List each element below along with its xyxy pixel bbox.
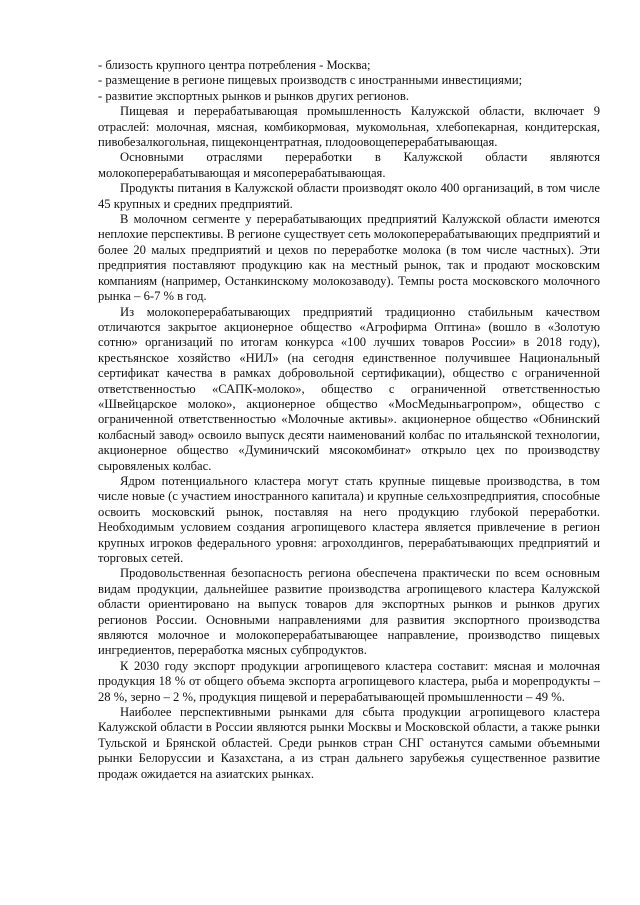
bullet-item: - развитие экспортных рынков и рынков других регионов. xyxy=(98,88,410,103)
paragraph-dairy-segment: В молочном сегменте у перерабатывающих предприятий Калужской области имеются неплохие перспективы. В регионе существует сеть молокоперерабатывающих предприятий и более 20 малых предприятий и цехов по переработке молока (в том числе частных). Эти предприятия поставляют продукцию как на местный рынок, так и продают московским компаниям (например, Останкинскому молокозаводу). Темпы роста московского молочного рынка – 6-7 % в год. xyxy=(98,212,600,304)
paragraph-cluster-core: Ядром потенциального кластера могут стать крупные пищевые производства, в том числе новые (с участием иностранного капитала) и крупные сельхозпредприятия, способные освоить московский рынок, поставляя на него продукцию глубокой переработки. Необходимым условием создания агропищевого кластера является привлечение в регион крупных игроков федерального уровня: агрохолдингов, перерабатывающих предприятий и торговых сетей. xyxy=(98,473,600,565)
paragraph-dairy-enterprises: Из молокоперерабатывающих предприятий традиционно стабильным качеством отличаются закрытое акционерное общество «Агрофирма Оптина» (вошло в «Золотую сотню» организаций по итогам конкурса «100 лучших товаров России» в 2018 году), крестьянское хозяйство «НИЛ» (на сегодня единственное получившее Национальный сертификат качества в рамках добровольной сертификации), общество с ограниченной ответственностью «САПК-молоко», общество с ограниченной ответственностью «Швейцарское молоко», акционерное общество «МосМедыньагропром», общество с ограниченной ответственностью «Молочные активы». акционерное общество «Обнинский колбасный завод» освоило выпуск десяти наименований колбас по итальянской технологии, акционерное общество «Думиничский мясокомбинат» открыло цех по производству сыровяленых колбас. xyxy=(98,304,600,473)
paragraph-main-branches: Основными отраслями переработки в Калужской области являются молокоперерабатывающая и мясоперерабатывающая. xyxy=(98,150,600,180)
paragraph-industry-branches: Пищевая и перерабатывающая промышленность Калужской области, включает 9 отраслей: молочная, мясная, комбикормовая, мукомольная, хлебопекарная, кондитерская, пивобезалкогольная, пищеконцентратная, плодоовощеперерабатывающая. xyxy=(98,104,600,150)
bullet-item: - близость крупного центра потребления - Москва; xyxy=(98,58,371,72)
document-page xyxy=(98,58,600,782)
bullet-item: - размещение в регионе пищевых производств с иностранными инвестициями; xyxy=(98,73,523,88)
paragraph-food-security: Продовольственная безопасность региона обеспечена практически по всем основным видам продукции, дальнейшее развитие производства агропищевого кластера Калужской области ориентировано на выпуск товаров для экспортных рынков и рынков других регионов России. Основными направлениями для развития экспортного производства являются молочное и молокоперерабатывающее направление, производство пищевых ингредиентов, переработка мясных субпродуктов. xyxy=(98,566,600,658)
paragraph-prospective-markets: Наиболее перспективными рынками для сбыта продукции агропищевого кластера Калужской области в России являются рынки Москвы и Московской области, а также рынки Тульской и Брянской областей. Среди рынков стран СНГ останутся самыми объемными рынки Белоруссии и Казахстана, а из стран дальнего зарубежья существенное развитие продаж ожидается на азиатских рынках. xyxy=(98,705,600,781)
paragraph-export-2030: К 2030 году экспорт продукции агропищевого кластера составит: мясная и молочная продукция 18 % от общего объема экспорта агропищевого кластера, рыба и морепродукты – 28 %, зерно – 2 %, продукция пищевой и перерабатывающей промышленности – 49 %. xyxy=(98,658,600,704)
paragraph-producers-count: Продукты питания в Калужской области производят около 400 организаций, в том числе 45 крупных и средних предприятий. xyxy=(98,181,600,211)
